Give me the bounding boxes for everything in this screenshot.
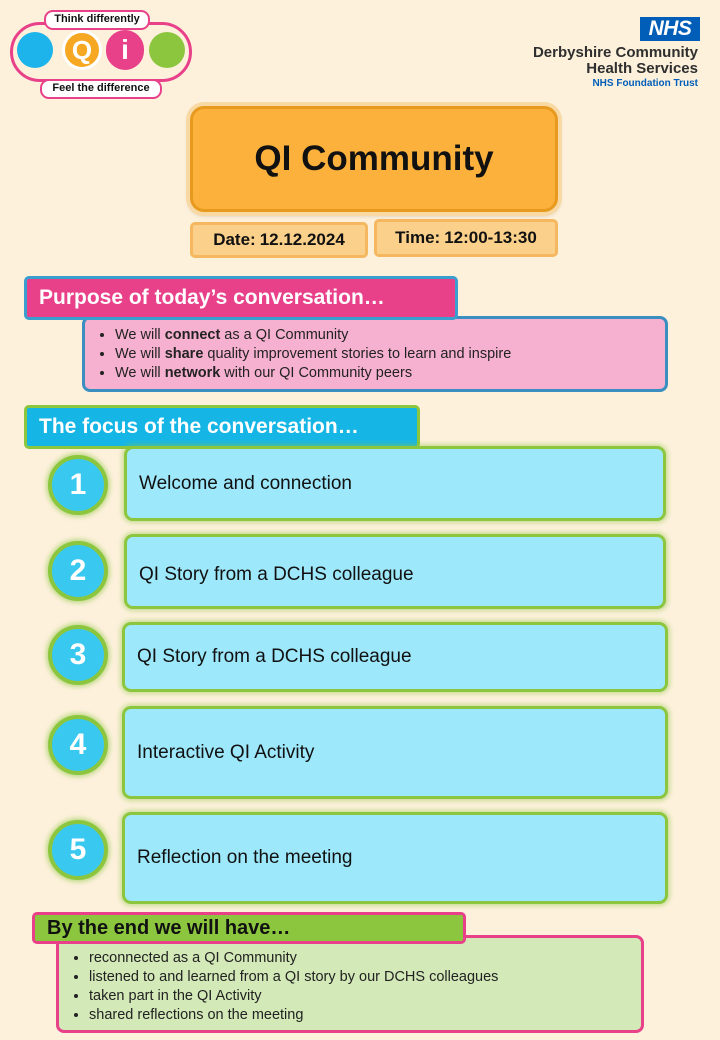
- outcomes-heading: By the end we will have…: [32, 912, 466, 944]
- agenda-item-1: Welcome and connection: [124, 446, 666, 521]
- time-label: Time:: [395, 228, 441, 247]
- outcome-item: • shared reflections on the meeting: [89, 1006, 627, 1025]
- logo-blue-circle: [17, 32, 53, 68]
- date-label: Date:: [213, 230, 256, 249]
- outcome-item: • taken part in the QI Activity: [89, 987, 627, 1006]
- agenda-number-3: 3: [48, 625, 108, 685]
- agenda-number-5: 5: [48, 820, 108, 880]
- logo-bottom-text: Feel the difference: [40, 79, 162, 99]
- logo-letter-i: i: [121, 34, 129, 65]
- org-name-line2: Health Services: [586, 60, 698, 77]
- purpose-heading: Purpose of today’s conversation…: [24, 276, 458, 320]
- logo-green-circle: [149, 32, 185, 68]
- time-value: 12:00-13:30: [444, 228, 537, 247]
- date-tag: [190, 222, 368, 258]
- agenda-number-1: 1: [48, 455, 108, 515]
- time-tag: [374, 219, 558, 257]
- logo-top-text: Think differently: [44, 10, 150, 30]
- outcome-item: • listened to and learned from a QI story by our DCHS colleagues: [89, 968, 627, 987]
- logo-i-circle: [106, 30, 144, 70]
- date-value: 12.12.2024: [259, 230, 345, 249]
- page-title: QI Community: [190, 106, 558, 212]
- agenda-item-4: Interactive QI Activity: [122, 706, 668, 799]
- outcome-item: • reconnected as a QI Community: [89, 949, 627, 968]
- org-trust: NHS Foundation Trust: [592, 78, 698, 89]
- agenda-item-2: QI Story from a DCHS colleague: [124, 534, 666, 609]
- purpose-item: • We will connect as a QI Community: [115, 326, 651, 345]
- focus-heading: The focus of the conversation…: [24, 405, 420, 449]
- qi-logo: [0, 0, 200, 104]
- nhs-logo: NHS: [640, 17, 700, 41]
- purpose-item: • We will share quality improvement stories to learn and inspire: [115, 345, 651, 364]
- logo-q-circle: [62, 30, 102, 70]
- agenda-number-4: 4: [48, 715, 108, 775]
- logo-letter-q: Q: [71, 34, 93, 65]
- purpose-list: [99, 326, 651, 383]
- purpose-item: • We will network with our QI Community peers: [115, 364, 651, 383]
- purpose-list-box: [82, 316, 668, 392]
- org-name-line1: Derbyshire Community: [532, 44, 698, 61]
- outcomes-list-box: [56, 935, 644, 1033]
- agenda-item-5: Reflection on the meeting: [122, 812, 668, 904]
- outcomes-list: [73, 949, 627, 1025]
- agenda-number-2: 2: [48, 541, 108, 601]
- agenda-item-3: QI Story from a DCHS colleague: [122, 622, 668, 692]
